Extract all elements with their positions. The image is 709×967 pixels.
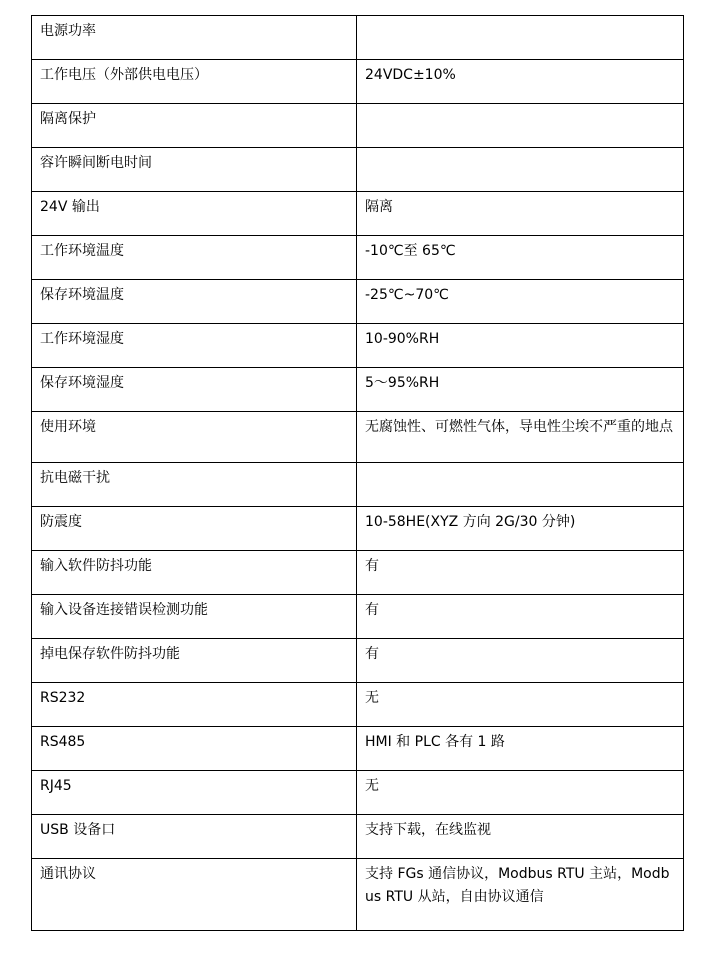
table-row xyxy=(32,859,684,931)
spec-value: -25℃~70℃ xyxy=(357,280,684,324)
spec-value: 无 xyxy=(357,771,684,815)
spec-label: 保存环境湿度 xyxy=(32,368,357,412)
table-row xyxy=(32,104,684,148)
spec-value: -10℃至 65℃ xyxy=(357,236,684,280)
spec-label: 防震度 xyxy=(32,507,357,551)
spec-value: 10-90%RH xyxy=(357,324,684,368)
table-row xyxy=(32,507,684,551)
spec-label: 24V 输出 xyxy=(32,192,357,236)
table-row xyxy=(32,683,684,727)
table-row xyxy=(32,324,684,368)
table-row xyxy=(32,60,684,104)
spec-label: 输入设备连接错误检测功能 xyxy=(32,595,357,639)
spec-label: 保存环境温度 xyxy=(32,280,357,324)
spec-value: 有 xyxy=(357,639,684,683)
spec-table xyxy=(31,15,684,931)
spec-value: 无 xyxy=(357,683,684,727)
spec-value: 24VDC±10% xyxy=(357,60,684,104)
spec-label: 输入软件防抖功能 xyxy=(32,551,357,595)
spec-value: 支持下载，在线监视 xyxy=(357,815,684,859)
table-row xyxy=(32,16,684,60)
table-row xyxy=(32,595,684,639)
spec-label: 工作环境湿度 xyxy=(32,324,357,368)
table-row xyxy=(32,551,684,595)
spec-label: 掉电保存软件防抖功能 xyxy=(32,639,357,683)
table-row xyxy=(32,412,684,463)
table-row xyxy=(32,280,684,324)
spec-label: 隔离保护 xyxy=(32,104,357,148)
table-row xyxy=(32,192,684,236)
spec-label: RS485 xyxy=(32,727,357,771)
spec-table-body xyxy=(32,16,684,931)
spec-label: RJ45 xyxy=(32,771,357,815)
table-row xyxy=(32,727,684,771)
spec-value: 隔离 xyxy=(357,192,684,236)
spec-value: 10-58HE(XYZ 方向 2G/30 分钟) xyxy=(357,507,684,551)
table-row xyxy=(32,771,684,815)
spec-value xyxy=(357,104,684,148)
spec-label: 工作电压（外部供电电压） xyxy=(32,60,357,104)
spec-label: USB 设备口 xyxy=(32,815,357,859)
spec-label: 抗电磁干扰 xyxy=(32,463,357,507)
table-row xyxy=(32,639,684,683)
spec-label: 容许瞬间断电时间 xyxy=(32,148,357,192)
table-row xyxy=(32,463,684,507)
spec-label: 使用环境 xyxy=(32,412,357,463)
spec-label: 通讯协议 xyxy=(32,859,357,931)
spec-value: 有 xyxy=(357,595,684,639)
spec-value: 无腐蚀性、可燃性气体，导电性尘埃不严重的地点 xyxy=(357,412,684,463)
table-row xyxy=(32,236,684,280)
spec-value: 支持 FGs 通信协议，Modbus RTU 主站，Modbus RTU 从站，自由协议通信 xyxy=(357,859,684,931)
table-row xyxy=(32,148,684,192)
spec-value xyxy=(357,148,684,192)
spec-value xyxy=(357,16,684,60)
spec-label: 工作环境温度 xyxy=(32,236,357,280)
spec-label: 电源功率 xyxy=(32,16,357,60)
table-row xyxy=(32,815,684,859)
spec-value: HMI 和 PLC 各有 1 路 xyxy=(357,727,684,771)
spec-value xyxy=(357,463,684,507)
spec-value: 5～95%RH xyxy=(357,368,684,412)
spec-value: 有 xyxy=(357,551,684,595)
table-row xyxy=(32,368,684,412)
spec-label: RS232 xyxy=(32,683,357,727)
